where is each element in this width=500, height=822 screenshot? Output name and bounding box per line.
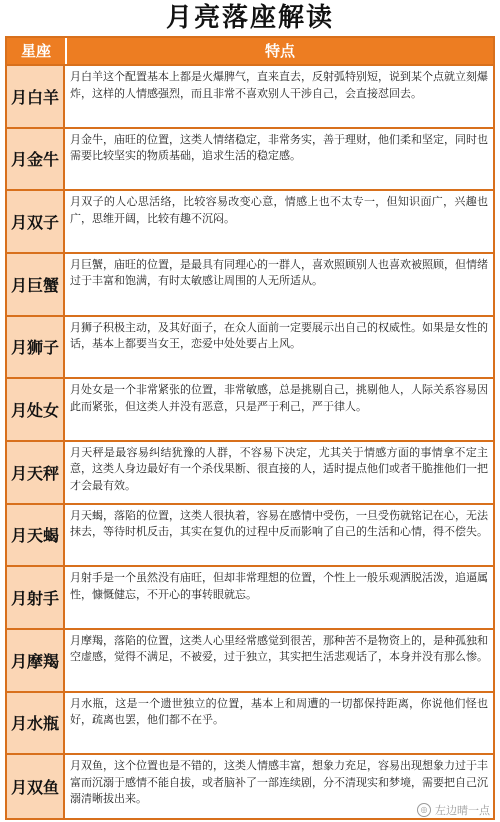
table-row [7,693,493,756]
table-row [7,442,493,505]
trait-cell: 月双鱼，这个位置也是不错的，这类人情感丰富，想象力充足，容易出现想象力过于丰富而沉溺于感情不能自拔，或者脑补了一部连续剧，分不清现实和梦境，需要把自己沉溺清晰拔出来。 [70,759,488,806]
sign-cell: 月水瓶 [7,693,65,754]
trait-cell: 月天蝎，落陷的位置，这类人很执着，容易在感情中受伤，一旦受伤就铭记在心，无法抹去，等待时机反击，其实在复仇的过程中反而影响了自己的生活和心情，得不偿失。 [70,508,488,539]
trait-cell: 月处女是一个非常紧张的位置，非常敏感，总是挑剔自己，挑剔他人，人际关系容易因此而紧张，但这类人并没有恶意，只是严于利己，严于律人。 [70,383,488,413]
table-header [7,38,493,66]
trait-cell: 月巨蟹，庙旺的位置，是最具有同理心的一群人，喜欢照顾别人也喜欢被照顾，但情绪过于丰富和饱满，有时太敏感让周围的人无所适从。 [70,257,488,288]
trait-cell: 月天秤是最容易纠结犹豫的人群，不容易下决定，尤其关于情感方面的事情拿不定主意，这类人身边最好有一个杀伐果断、很直接的人，适时提点他们或者干脆推他们一把才会最有效。 [70,445,488,492]
sign-cell: 月天秤 [7,442,65,503]
trait-cell: 月白羊这个配置基本上都是火爆脾气，直来直去，反射弧特别短，说到某个点就立刻爆炸，这样的人情感强烈，而且非常不喜欢别人干涉自己，会直接怼回去。 [70,70,488,100]
sign-cell: 月狮子 [7,317,65,378]
sign-cell: 月摩羯 [7,630,65,691]
table-row [7,317,493,380]
trait-cell: 月水瓶，这是一个遗世独立的位置，基本上和周遭的一切都保持距离，你说他们怪也好，疏离也罢，他们都不在乎。 [70,696,488,727]
trait-cell: 月金牛，庙旺的位置，这类人情绪稳定，非常务实，善于理财，他们柔和坚定，同时也需要比较坚实的物质基础，追求生活的稳定感。 [70,132,488,163]
table-row [7,66,493,129]
table-row [7,567,493,630]
sign-cell: 月处女 [7,379,65,440]
trait-cell: 月双子的人心思活络，比较容易改变心意，情感上也不太专一，但知识面广，兴趣也广，思维开阔，比较有趣不沉闷。 [70,195,488,225]
table-row [7,129,493,192]
sign-cell: 月双子 [7,191,65,252]
sign-cell: 月白羊 [7,66,65,127]
table-body [7,66,493,818]
sign-cell: 月射手 [7,567,65,628]
trait-cell: 月摩羯，落陷的位置，这类人心里经常感觉到很苦，那种苦不是物资上的，是种孤独和空虚感，觉得不满足，不被爱，过于独立，其实把生活悲观话了，本身并没有那么惨。 [70,633,488,664]
table-row [7,630,493,693]
table-row [7,379,493,442]
sign-cell: 月金牛 [7,129,65,190]
table-row [7,254,493,317]
sign-cell: 月天蝎 [7,505,65,566]
header-traits: 特点 [264,42,295,60]
table-row [7,505,493,568]
watermark-icon: ◎ [417,803,431,817]
header-sign: 星座 [7,38,67,64]
watermark [417,802,490,818]
table-row [7,191,493,254]
sign-cell: 月双鱼 [7,755,65,818]
trait-cell: 月射手是一个虽然没有庙旺，但却非常理想的位置，个性上一般乐观洒脱活泼，追逼属性，慷慨健忘，不开心的事转眼就忘。 [70,571,488,601]
sign-cell: 月巨蟹 [7,254,65,315]
trait-cell: 月狮子积极主动，及其好面子，在众人面前一定要展示出自己的权威性。如果是女性的话，基本上都要当女王，恋爱中处处要占上风。 [70,320,488,351]
watermark-text: 左边晴一点 [435,804,490,817]
moon-sign-table [5,36,495,820]
page-title: 月亮落座解读 [165,3,334,33]
